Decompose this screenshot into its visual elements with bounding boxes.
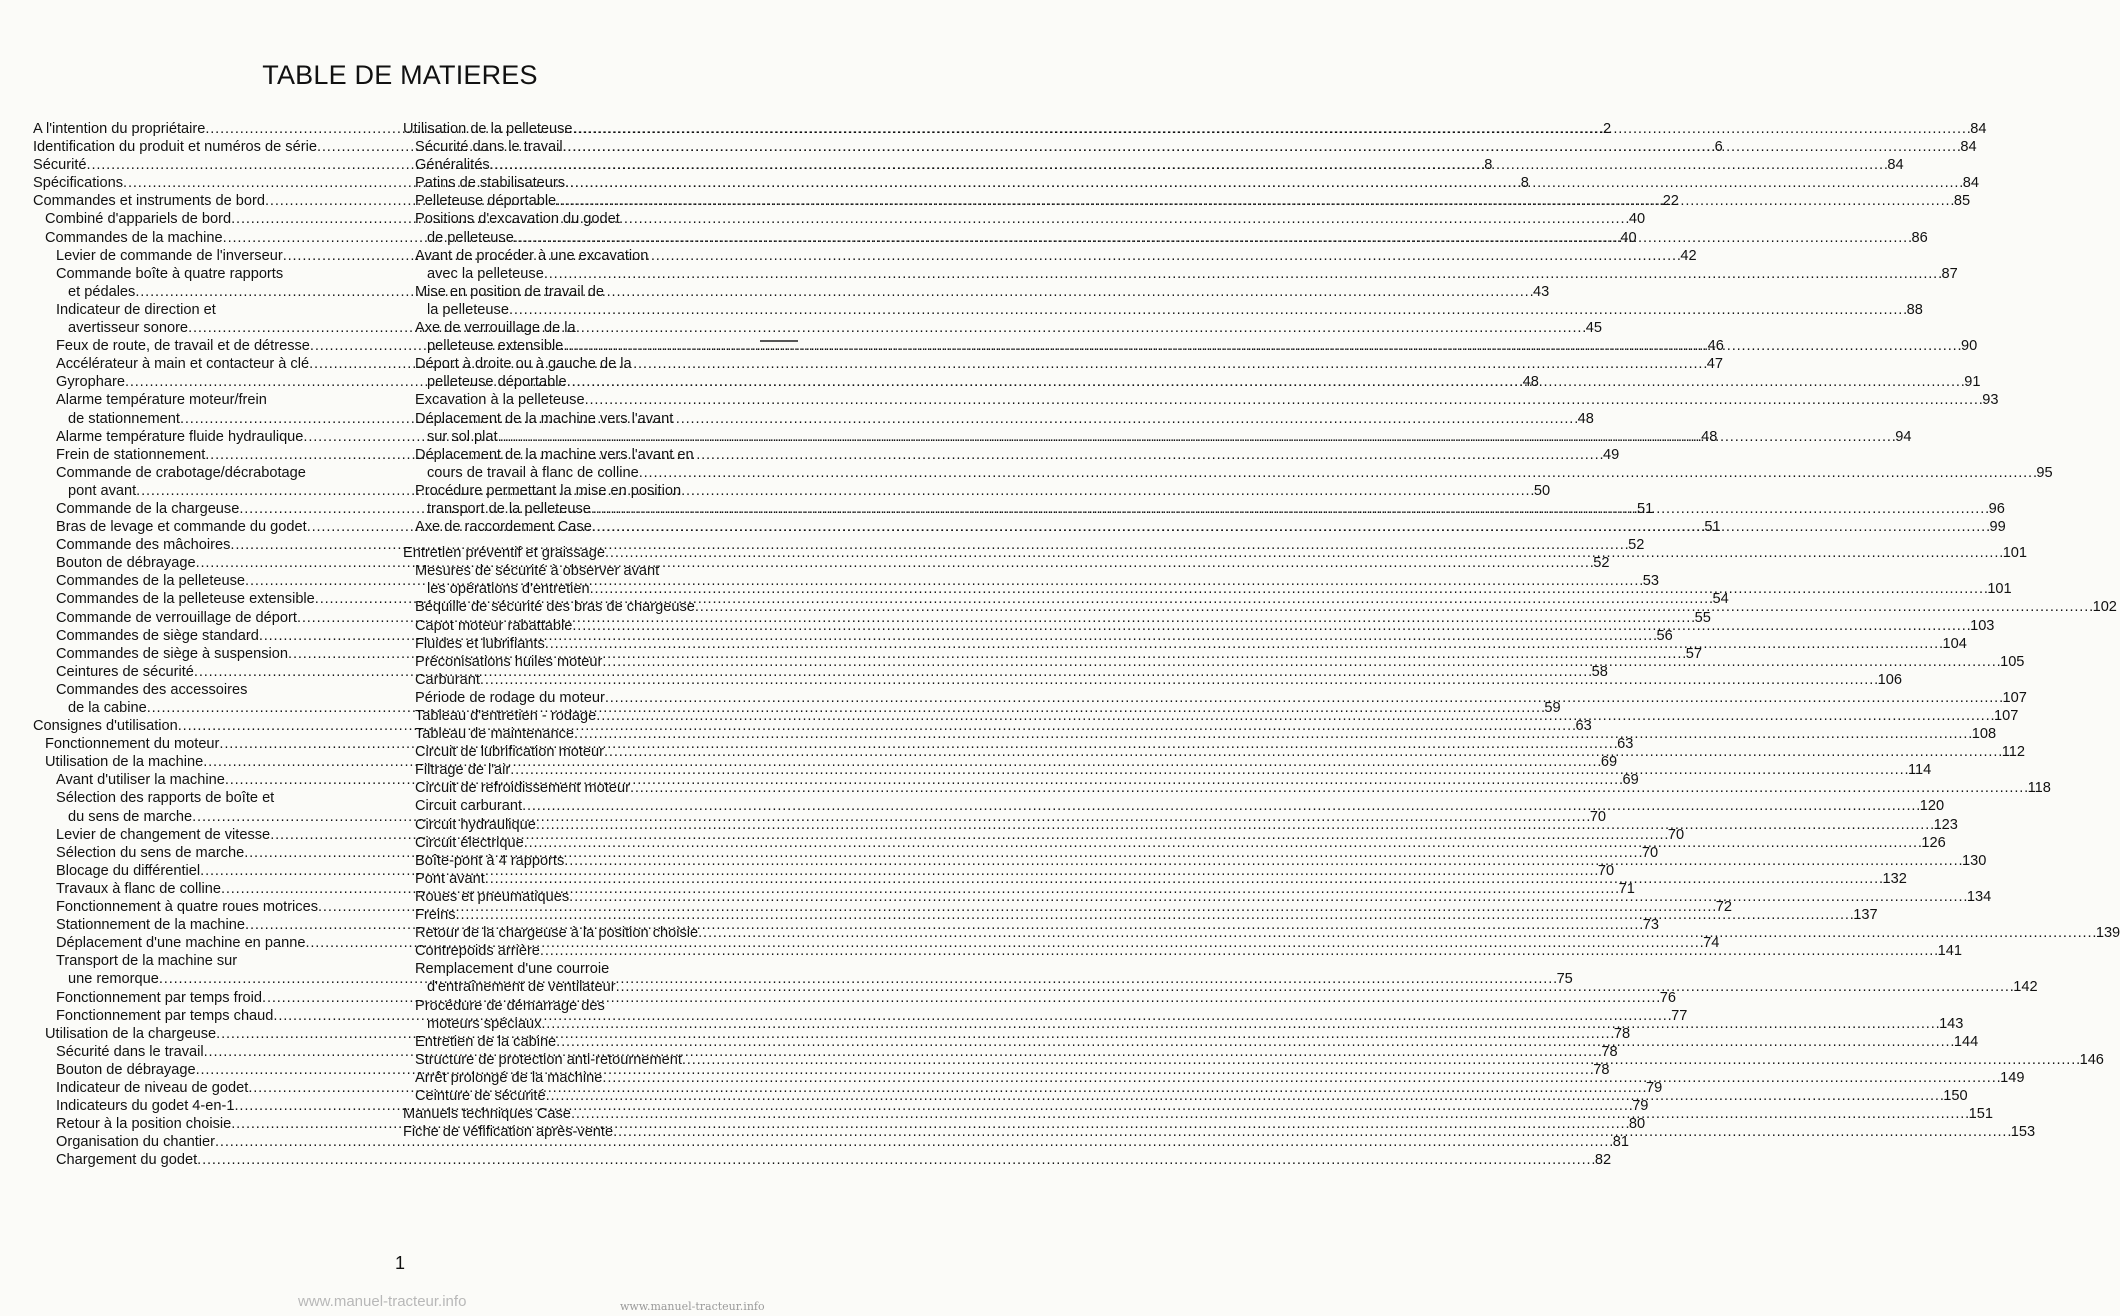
toc-page-number: 48 xyxy=(1577,410,1594,427)
dot-leader xyxy=(556,192,1953,210)
toc-entry-title: Fonctionnement par temps chaud xyxy=(56,1007,274,1024)
toc-entry-title: Spécifications xyxy=(33,175,124,192)
dot-leader xyxy=(596,707,1993,725)
dot-leader xyxy=(682,1051,2079,1069)
toc-page-number: 84 xyxy=(1887,157,1904,174)
toc-entry-title: Déplacement de la machine vers l'avant en xyxy=(415,446,694,463)
toc-page-number: 79 xyxy=(1646,1079,1663,1096)
toc-entry-title: Fluides et lubrifiants xyxy=(415,635,545,652)
dot-leader xyxy=(602,653,1999,671)
page-title: TABLE DE MATIERES xyxy=(262,60,538,90)
toc-entry-title: Axe de verrouillage de la xyxy=(415,320,576,337)
toc-entry xyxy=(403,174,1979,192)
toc-page-number: 87 xyxy=(1941,265,1958,282)
toc-entry-title: Freins xyxy=(415,907,456,924)
toc-page-number: 6 xyxy=(1714,139,1723,156)
toc-page-number: 72 xyxy=(1715,899,1732,916)
toc-page-number: 134 xyxy=(1966,888,1992,905)
toc-entry-title: Procédure de démarrage des xyxy=(415,997,605,1014)
toc-entry-title: cours de travail à flanc de colline xyxy=(427,464,639,481)
toc-page-number: 81 xyxy=(1612,1134,1629,1151)
toc-page-number: 52 xyxy=(1593,555,1610,572)
toc-page-number: 114 xyxy=(1907,762,1932,779)
toc-page-number: 120 xyxy=(1919,798,1945,815)
toc-page-number: 88 xyxy=(1906,301,1923,318)
toc-entry-title: Commande boîte à quatre rapports xyxy=(56,265,284,282)
toc-entry-title: Sécurité dans le travail xyxy=(56,1043,204,1060)
page-number: 1 xyxy=(394,1253,405,1273)
dot-leader xyxy=(573,120,1970,138)
toc-entry-title: Entretien de la cabine xyxy=(415,1033,557,1050)
toc-page-number: 82 xyxy=(1594,1152,1612,1169)
toc-entry-title: Déplacement de la machine vers l'avant xyxy=(415,410,674,427)
toc-entry-title: de stationnement xyxy=(68,410,180,427)
toc-entry-title: Sécurité dans le travail xyxy=(415,139,563,156)
toc-entry-title: d'entraînement de ventilateur xyxy=(427,979,616,996)
toc-page-number: 103 xyxy=(1970,617,1995,634)
toc-entry-title: Tableau d'entretien - rodage xyxy=(415,708,597,724)
dot-leader xyxy=(605,689,2002,707)
toc-entry-title: Indicateur de direction et xyxy=(56,301,216,318)
toc-entry-title: Fonctionnement à quatre roues motrices xyxy=(56,899,319,916)
toc-entry-title: Contrepoids arrière xyxy=(415,943,540,960)
toc-entry-title: Bouton de débrayage xyxy=(56,1061,196,1078)
toc-entry-title: Frein de stationnement xyxy=(56,446,206,463)
dot-leader xyxy=(485,870,1882,888)
dot-leader xyxy=(698,924,2095,942)
toc-entry-title: Avant d'utiliser la machine xyxy=(56,772,225,789)
dot-leader xyxy=(695,598,2092,616)
toc-page-number: 70 xyxy=(1641,844,1659,861)
dot-leader xyxy=(556,1033,1953,1051)
toc-page-number: 106 xyxy=(1877,671,1902,688)
toc-entry-title: Alarme température fluide hydraulique xyxy=(56,428,304,445)
toc-entry-title: et pédales xyxy=(68,283,136,300)
toc-entry-title: Utilisation de la chargeuse xyxy=(45,1025,217,1042)
dot-leader xyxy=(591,500,1988,518)
toc-page-number: 58 xyxy=(1591,663,1608,680)
toc-page-number: 46 xyxy=(1707,338,1724,355)
toc-page-number: 51 xyxy=(1637,500,1654,517)
toc-page-number: 48 xyxy=(1701,428,1718,445)
dot-leader xyxy=(571,1105,1968,1123)
toc-page-number: 126 xyxy=(1921,834,1946,851)
toc-page-number: 40 xyxy=(1628,211,1646,228)
toc-entry-title: Circuit de refroidissement moteur xyxy=(415,780,630,797)
dot-leader xyxy=(136,482,1533,500)
toc-page-number: 85 xyxy=(1953,193,1971,210)
dot-leader xyxy=(630,779,2027,797)
toc-page-number: 78 xyxy=(1601,1043,1618,1060)
toc-page-number: 70 xyxy=(1589,808,1607,825)
toc-entry-title: Circuit carburant xyxy=(415,798,523,815)
toc-entry-title: les opérations d'entretien xyxy=(427,581,590,598)
watermark: www.manuel-tracteur.info xyxy=(298,1293,467,1310)
dot-leader xyxy=(456,906,1853,924)
toc-page-number: 70 xyxy=(1667,826,1685,843)
toc-entry-title: Axe de raccordement Case xyxy=(415,519,592,536)
toc-page-number: 77 xyxy=(1671,1007,1688,1024)
toc-page-number: 57 xyxy=(1685,645,1702,662)
toc-entry-title: Entretien préventif et graissage xyxy=(403,545,605,562)
toc-entry-title: Déplacement d'une machine en panne xyxy=(56,935,306,952)
toc-entry-title: Commandes de la machine xyxy=(45,229,223,246)
toc-page-number: 142 xyxy=(2013,979,2038,996)
toc-entry-title: Organisation du chantier xyxy=(56,1134,216,1151)
toc-page-number: 49 xyxy=(1602,446,1620,463)
toc-entry-title: Circuit électrique xyxy=(415,834,524,851)
toc-entry-title: Commandes de siège standard xyxy=(56,627,259,644)
toc-page-number: 78 xyxy=(1593,1061,1610,1078)
dot-leader xyxy=(613,1123,2010,1141)
toc-entry-title: Mise en position de travail de xyxy=(415,283,605,300)
toc-page-number: 51 xyxy=(1704,519,1721,536)
dot-leader xyxy=(590,580,1987,598)
dot-leader xyxy=(498,428,1895,446)
toc-entry-title: sur sol plat xyxy=(427,428,498,445)
toc-page-number: 143 xyxy=(1939,1015,1964,1032)
toc-page-number: 84 xyxy=(1962,175,1979,192)
toc-page-number: 76 xyxy=(1659,989,1676,1006)
dot-leader xyxy=(541,1015,1938,1033)
dot-leader xyxy=(536,816,1933,834)
toc-entry-title: Gyrophare xyxy=(56,374,125,391)
toc-page-number: 47 xyxy=(1706,356,1724,373)
toc-page-number: 118 xyxy=(2027,780,2051,797)
toc-page-number: 90 xyxy=(1961,338,1978,355)
toc-page-number: 84 xyxy=(1960,139,1977,156)
toc-entry xyxy=(33,1133,1629,1151)
toc-entry-title: Commande de crabotage/décrabotage xyxy=(56,464,306,481)
toc-page-number: 105 xyxy=(2000,653,2025,670)
dot-leader xyxy=(569,888,1966,906)
toc-page-number: 48 xyxy=(1522,374,1539,391)
dot-leader xyxy=(545,635,1942,653)
dot-leader xyxy=(605,544,2002,562)
toc-page-number: 50 xyxy=(1533,482,1551,499)
toc-entry-title: Patins de stabilisateurs xyxy=(415,175,566,192)
dot-leader xyxy=(563,138,1960,156)
toc-entry-title: A l'intention du propriétaire xyxy=(33,121,206,137)
toc-entry-title: Sécurité xyxy=(33,157,87,174)
toc-entry-title: Levier de changement de vitesse xyxy=(56,826,271,843)
toc-entry-title: avertisseur sonore xyxy=(68,320,189,337)
toc-entry-title: moteurs spéciaux xyxy=(427,1015,542,1032)
toc-page-number: 22 xyxy=(1662,193,1679,210)
toc-page-number: 144 xyxy=(1953,1033,1979,1050)
toc-entry-title: Remplacement d'une courroie xyxy=(415,961,610,978)
toc-page-number: 63 xyxy=(1575,718,1592,735)
toc-page-number: 71 xyxy=(1618,880,1635,897)
toc-entry-title: Identification du produit et numéros de série xyxy=(33,139,317,156)
dot-leader xyxy=(180,410,1577,428)
toc-entry xyxy=(403,689,2027,707)
toc-page-number: 54 xyxy=(1712,591,1729,608)
toc-page-number: 123 xyxy=(1933,816,1958,833)
toc-page-number: 59 xyxy=(1544,700,1561,716)
toc-page-number: 101 xyxy=(1987,581,2012,598)
toc-entry-title: Transport de la machine sur xyxy=(56,953,238,970)
dot-leader xyxy=(135,283,1532,301)
toc-entry-title: Commande des mâchoires xyxy=(56,537,231,554)
toc-page-number: 104 xyxy=(1942,635,1967,652)
toc-page-number: 70 xyxy=(1597,862,1615,879)
toc-page-number: 153 xyxy=(2010,1124,2036,1141)
toc-entry xyxy=(403,797,1945,815)
toc-page-number: 130 xyxy=(1961,852,1987,869)
toc-entry-title: Boîte-pont à 4 rapports xyxy=(415,852,565,869)
toc-entry-title: Feux de route, de travail et de détresse xyxy=(56,338,310,355)
dot-leader xyxy=(546,1087,1943,1105)
dot-leader xyxy=(572,617,1969,635)
toc-entry-title: Fonctionnement par temps froid xyxy=(56,989,263,1006)
toc-page-number: 101 xyxy=(2002,545,2028,562)
dot-leader xyxy=(540,942,1937,960)
toc-entry-title: Travaux à flanc de colline xyxy=(56,880,221,897)
toc-page-number: 45 xyxy=(1585,320,1602,337)
toc-entry-title: Levier de commande de l'inverseur xyxy=(56,247,283,264)
toc-entry-title: Circuit hydraulique xyxy=(415,816,536,833)
dot-leader xyxy=(616,978,2013,996)
toc-page-number: 78 xyxy=(1613,1025,1631,1042)
toc-entry-title: la pelleteuse xyxy=(427,301,509,318)
toc-page-number: 42 xyxy=(1680,247,1697,264)
toc-page-number: 63 xyxy=(1617,736,1634,753)
toc-entry-title: Commandes des accessoires xyxy=(56,681,248,698)
toc-entry-title: Commandes de siège à suspension xyxy=(56,645,289,662)
toc-page-number: 150 xyxy=(1943,1087,1968,1104)
toc-entry-title: pelleteuse extensible xyxy=(427,338,564,355)
toc-entry-title: Structure de protection anti-retournement xyxy=(415,1051,682,1068)
toc-entry-title: Filtrage de l'air xyxy=(415,762,511,779)
toc-entry-title: Circuit de lubrification moteur xyxy=(415,744,604,761)
toc-entry-title: transport de la pelleteuse xyxy=(427,500,591,517)
toc-entry-title: Procédure permettant la mise en position xyxy=(415,482,682,499)
toc-entry-title: Pont avant xyxy=(415,870,485,887)
toc-page-number: 141 xyxy=(1937,943,1962,960)
toc-entry-title: Indicateur de niveau de godet xyxy=(56,1079,249,1096)
dot-leader xyxy=(592,518,1989,536)
toc-page-number: 52 xyxy=(1628,537,1645,554)
toc-entry-title: Préconisations huiles moteur xyxy=(415,653,603,670)
toc-entry-title: Ceinture de sécurité xyxy=(415,1087,546,1104)
toc-entry xyxy=(403,138,1977,156)
toc-page-number: 86 xyxy=(1911,229,1928,246)
dot-leader xyxy=(522,797,1919,815)
toc-entry-title: Commande de la chargeuse xyxy=(56,500,240,517)
toc-page-number: 132 xyxy=(1882,870,1907,887)
toc-entry-title: Retour à la position choisie xyxy=(56,1116,232,1133)
toc-page-number: 91 xyxy=(1964,374,1981,391)
watermark-corner: www.manuel-tracteur.info xyxy=(620,1300,765,1313)
dot-leader xyxy=(544,265,1941,283)
toc-entry-title: Blocage du différentiel xyxy=(56,862,201,879)
toc-entry-title: Commandes et instruments de bord xyxy=(33,193,265,210)
toc-entry-title: Excavation à la pelleteuse xyxy=(415,392,585,409)
dot-leader xyxy=(524,834,1921,852)
toc-entry-title: Déport à droite ou à gauche de la xyxy=(415,356,632,373)
toc-page-number: 108 xyxy=(1971,726,1997,743)
toc-entry-title: de pelleteuse xyxy=(427,229,514,246)
toc-entry-title: pont avant xyxy=(68,482,137,499)
toc-entry-title: Manuels techniques Case xyxy=(403,1106,571,1123)
toc-page-number: 56 xyxy=(1656,627,1673,644)
dot-leader xyxy=(480,671,1877,689)
dot-leader xyxy=(567,373,1964,391)
toc-entry-title: Commandes de la pelleteuse extensible xyxy=(56,591,315,608)
toc-entry-title: Commandes de la pelleteuse xyxy=(56,573,246,590)
toc-entry-title: Béquille de sécurité des bras de chargeuse xyxy=(415,599,695,616)
toc-entry-title: Positions d'excavation du godet xyxy=(415,211,620,228)
toc-entry-title: Combiné d'appariels de bord xyxy=(45,211,232,228)
toc-page-number: 102 xyxy=(2092,599,2117,616)
toc-entry-title: une remorque xyxy=(68,971,159,988)
toc-entry-title: Chargement du godet xyxy=(56,1152,198,1169)
toc-entry-title: Consignes d'utilisation xyxy=(33,718,178,735)
toc-entry-title: Sélection du sens de marche xyxy=(56,844,245,861)
toc-page-number: 74 xyxy=(1703,935,1720,952)
toc-entry xyxy=(403,156,1904,174)
dot-leader xyxy=(574,725,1971,743)
toc-entry-title: Indicateurs du godet 4-en-1 xyxy=(56,1098,235,1115)
toc-entry xyxy=(403,391,1999,409)
toc-page-number: 8 xyxy=(1484,157,1493,174)
toc-page-number: 84 xyxy=(1970,121,1987,137)
toc-entry-title: Alarme température moteur/frein xyxy=(56,392,267,409)
toc-entry-title: Pelleteuse déportable xyxy=(415,193,557,210)
toc-entry-title: Bras de levage et commande du godet xyxy=(56,519,307,536)
toc-entry-title: Période de rodage du moteur xyxy=(415,689,605,706)
toc-page-number: 53 xyxy=(1642,573,1659,590)
toc-page-number: 137 xyxy=(1853,907,1878,924)
toc-page-number: 149 xyxy=(2000,1069,2025,1086)
toc-entry-title: Utilisation de la machine xyxy=(45,754,204,771)
toc-page-number: 69 xyxy=(1622,772,1639,789)
toc-entry-title: Fonctionnement du moteur xyxy=(45,736,220,753)
toc-entry-title: Roues et pneumatiques xyxy=(415,888,570,905)
toc-entry-title: Utilisation de la pelleteuse xyxy=(403,121,573,137)
toc-entry-title: Capot moteur rabattable xyxy=(415,617,573,634)
toc-page-number: 99 xyxy=(1989,519,2006,536)
toc-page-number: 93 xyxy=(1982,392,1999,409)
scan-edge-mark xyxy=(760,340,798,342)
dot-leader xyxy=(188,319,1585,337)
dot-leader xyxy=(490,156,1887,174)
toc-page-number: 96 xyxy=(1988,500,2005,517)
toc-page-number: 75 xyxy=(1556,971,1573,988)
toc-page-number: 43 xyxy=(1533,283,1550,300)
toc-entry-title: Sélection des rapports de boîte et xyxy=(56,790,275,807)
toc-page-number: 151 xyxy=(1968,1106,1993,1123)
toc-entry-title: du sens de marche xyxy=(68,808,193,825)
dot-leader xyxy=(514,229,1911,247)
toc-entry-title: Retour de la chargeuse à la position choisie xyxy=(415,925,699,942)
toc-entry-title: Commande de verrouillage de déport xyxy=(56,609,297,626)
toc-page-number: 112 xyxy=(2001,744,2025,761)
toc-page-number: 146 xyxy=(2079,1051,2104,1068)
toc-page-number: 94 xyxy=(1895,428,1912,445)
toc-entry-title: Accélérateur à main et contacteur à clé xyxy=(56,356,310,373)
toc-entry-title: Arrêt prolongé de la machine xyxy=(415,1069,603,1086)
toc-entry-title: de la cabine xyxy=(68,700,147,716)
dot-leader xyxy=(604,743,2001,761)
toc-page-number: 69 xyxy=(1600,754,1618,771)
dot-leader xyxy=(585,391,1982,409)
toc-entry-title: Bouton de débrayage xyxy=(56,555,196,572)
toc-page-number: 79 xyxy=(1632,1098,1649,1115)
toc-page-number: 95 xyxy=(2036,464,2053,481)
toc-entry xyxy=(403,120,1987,138)
toc-page-number: 2 xyxy=(1603,121,1612,137)
toc-entry xyxy=(33,1151,1612,1169)
toc-entry-title: pelleteuse déportable xyxy=(427,374,567,391)
toc-page-number: 80 xyxy=(1628,1116,1646,1133)
dot-leader xyxy=(510,761,1907,779)
toc-page-number: 139 xyxy=(2095,925,2120,942)
toc-page-number: 107 xyxy=(2002,689,2027,706)
dot-leader xyxy=(564,852,1961,870)
dot-leader xyxy=(509,301,1906,319)
toc-entry-title: Mesures de sécurité à observer avant xyxy=(415,563,660,580)
toc-entry-title: Avant de procéder à une excavation xyxy=(415,247,649,264)
toc-entry-title: Carburant xyxy=(415,671,480,688)
toc-entry-title: Tableau de maintenance xyxy=(415,726,575,743)
toc-page-number: 55 xyxy=(1694,609,1711,626)
toc-page-number: 107 xyxy=(1993,708,2019,724)
toc-entry-title: Fiche de véfification après-vente xyxy=(403,1124,614,1141)
toc-page-number: 8 xyxy=(1520,175,1529,192)
toc-page-number: 40 xyxy=(1620,229,1637,246)
toc-entry-title: Généralités xyxy=(415,157,490,174)
toc-entry-title: avec la pelleteuse xyxy=(427,265,544,282)
dot-leader xyxy=(197,1151,1594,1169)
toc-entry-title: Stationnement de la machine xyxy=(56,917,246,934)
toc-page-number: 73 xyxy=(1642,917,1659,934)
dot-leader xyxy=(602,1069,1999,1087)
toc-entry-title: Ceintures de sécurité xyxy=(56,663,194,680)
dot-leader xyxy=(565,174,1962,192)
dot-leader xyxy=(639,464,2036,482)
